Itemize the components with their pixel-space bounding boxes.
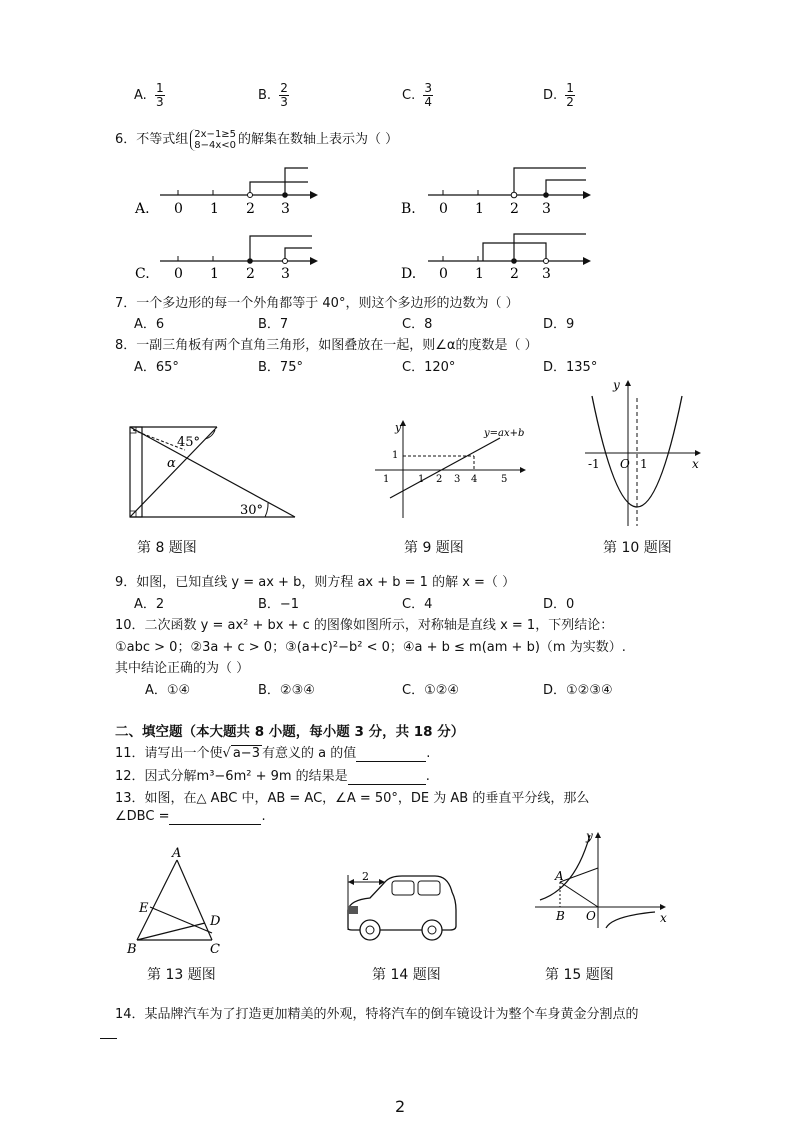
- x-tick-label: 1: [383, 474, 390, 485]
- tick-label: 1: [210, 266, 219, 282]
- q13-line-2: ∠DBC = .: [115, 809, 266, 824]
- q5-option-a: A. $\frac{1}{3}$: [134, 81, 164, 109]
- tick-label: 3: [281, 201, 290, 217]
- q9-option-c: C．4: [402, 597, 433, 612]
- x-tick-label: 4: [471, 474, 478, 485]
- origin-label: O: [586, 909, 596, 923]
- page-number: 2: [395, 1097, 406, 1116]
- q8-stem: 8．一副三角板有两个直角三角形，如图叠放在一起，则∠α的度数是（ ）: [115, 338, 538, 353]
- vertex-label: A: [172, 846, 182, 861]
- line-equation-label: y=ax+b: [484, 428, 525, 439]
- figure-14-caption: 第 14 题图: [372, 967, 441, 983]
- q13-line-1: 13．如图，在△ ABC 中，AB = AC，∠A = 50°，DE 为 AB 的垂直平分线，那么: [115, 791, 590, 806]
- inequality-1: 2x−1≥5: [194, 128, 237, 140]
- q7-option-d: D．9: [543, 317, 575, 332]
- q10-line-1: 10．二次函数 y = ax² + bx + c 的图像如图所示，对称轴是直线 x = 1，下列结论：: [115, 618, 614, 633]
- point-label: A: [555, 869, 564, 883]
- option-label: D.: [401, 266, 417, 282]
- figure-8-caption: 第 8 题图: [137, 540, 197, 556]
- q6-prefix: 6．不等式组: [115, 132, 189, 147]
- q11-stem: 11．请写出一个使√ a−3 有意义的 a 的值 .: [115, 746, 431, 761]
- q9-option-a: A．2: [134, 597, 165, 612]
- q7-option-a: A．6: [134, 317, 165, 332]
- tick-label: 0: [174, 266, 183, 282]
- q10-option-c: C．①②④: [402, 683, 460, 698]
- x-tick-label: 5: [501, 474, 508, 485]
- q10-line-2: ①abc > 0；②3a + c > 0；③(a+c)²−b² < 0；④a + b ≤ m(am + b)（m 为实数）.: [115, 640, 626, 655]
- q12-stem: 12．因式分解m³−6m² + 9m 的结果是 .: [115, 769, 430, 784]
- denominator: 3: [280, 95, 288, 109]
- figure-15-caption: 第 15 题图: [545, 967, 614, 983]
- q9-option-b: B．−1: [258, 597, 300, 612]
- axis-label: x: [660, 911, 667, 925]
- figure-15-hyperbola: [530, 830, 675, 930]
- tick-label: 2: [246, 201, 255, 217]
- q6-suffix: 的解集在数轴上表示为（ ）: [238, 132, 399, 147]
- radicand: a−3: [232, 746, 260, 761]
- number-line-b: [398, 160, 598, 225]
- tick-label: 2: [510, 266, 519, 282]
- tick-label: 2: [510, 201, 519, 217]
- q5-option-d: D. $\frac{1}{2}$: [543, 81, 574, 109]
- q5-option-c: C. $\frac{3}{4}$: [402, 81, 432, 109]
- tick-label: 3: [542, 266, 551, 282]
- x-tick-label: 1: [418, 474, 425, 485]
- figure-14-car: [340, 870, 465, 945]
- tick-label: 3: [542, 201, 551, 217]
- right-tick-label: 1: [640, 457, 648, 471]
- tick-label: 3: [281, 266, 290, 282]
- vertex-label: D: [210, 914, 221, 929]
- q11-answer-blank[interactable]: [356, 746, 426, 762]
- numerator: 1: [566, 81, 574, 95]
- x-tick-label: 3: [454, 474, 461, 485]
- x-tick-label: 2: [436, 474, 443, 485]
- point-label: B: [556, 909, 565, 923]
- axis-label: y: [586, 830, 593, 843]
- denominator: 3: [155, 95, 164, 109]
- figure-8-set-squares: [125, 422, 310, 522]
- figure-9-caption: 第 9 题图: [404, 540, 464, 556]
- q10-option-d: D．①②③④: [543, 683, 613, 698]
- number-line-a: [130, 160, 320, 225]
- q8-option-c: C．120°: [402, 360, 456, 375]
- q14-stem: 14．某品牌汽车为了打造更加精美的外观，特将汽车的倒车镜设计为整个车身黄金分割点的: [115, 1007, 639, 1022]
- figure-9-line-graph: [370, 418, 530, 523]
- tick-label: 0: [439, 201, 448, 217]
- option-label: C.: [135, 266, 150, 282]
- q9-option-d: D．0: [543, 597, 575, 612]
- figure-13-caption: 第 13 题图: [147, 967, 216, 983]
- vertex-label: B: [127, 942, 137, 957]
- figure-10-caption: 第 10 题图: [603, 540, 672, 556]
- tick-label: 0: [174, 201, 183, 217]
- q6-stem: [115, 128, 398, 151]
- q10-line-3: 其中结论正确的为（ ）: [115, 661, 250, 676]
- y-tick-label: 1: [392, 450, 399, 461]
- figure-13-triangle: [122, 845, 232, 957]
- angle-30-label: 30°: [240, 503, 264, 518]
- section-2-heading: 二、填空题（本大题共 8 小题，每小题 3 分，共 18 分）: [115, 724, 465, 740]
- inequality-system: [190, 129, 236, 151]
- number-line-c: [130, 228, 320, 286]
- tick-label: 1: [475, 201, 484, 217]
- denominator: 2: [566, 95, 574, 109]
- q8-option-d: D．135°: [543, 360, 598, 375]
- q8-option-a: A．65°: [134, 360, 179, 375]
- q10-option-a: A．①④: [145, 683, 191, 698]
- dimension-label: 2: [362, 870, 369, 883]
- numerator: 2: [280, 81, 288, 95]
- origin-label: O: [620, 457, 630, 471]
- figure-10-parabola: [580, 378, 705, 528]
- alpha-label: α: [167, 456, 176, 471]
- number-line-d: [398, 228, 598, 286]
- q10-option-b: B．②③④: [258, 683, 315, 698]
- y-axis-label: y: [613, 378, 620, 392]
- q7-option-b: B．7: [258, 317, 289, 332]
- angle-45-label: 45°: [177, 435, 201, 450]
- option-label: A.: [135, 201, 150, 217]
- q13-answer-blank[interactable]: [169, 809, 261, 825]
- numerator: 3: [424, 81, 432, 95]
- x-axis-label: x: [692, 457, 699, 471]
- q7-stem: 7．一个多边形的每一个外角都等于 40°，则这个多边形的边数为（ ）: [115, 296, 519, 311]
- denominator: 4: [424, 95, 432, 109]
- q7-option-c: C．8: [402, 317, 433, 332]
- q12-answer-blank[interactable]: [348, 769, 426, 785]
- left-tick-label: -1: [588, 457, 600, 471]
- tick-label: 1: [210, 201, 219, 217]
- y-axis-label: y: [395, 421, 402, 434]
- tick-label: 1: [475, 266, 484, 282]
- vertex-label: E: [139, 901, 149, 916]
- q5-option-b: B. $\frac{2}{3}$: [258, 81, 288, 109]
- tick-label: 2: [246, 266, 255, 282]
- q9-stem: 9．如图，已知直线 y = ax + b，则方程 ax + b = 1 的解 x =（ ）: [115, 575, 516, 590]
- answer-dash: [100, 1038, 117, 1039]
- inequality-2: 8−4x<0: [194, 139, 237, 151]
- numerator: 1: [155, 81, 164, 95]
- vertex-label: C: [210, 942, 220, 957]
- q8-option-b: B．75°: [258, 360, 303, 375]
- tick-label: 0: [439, 266, 448, 282]
- option-label: B.: [401, 201, 416, 217]
